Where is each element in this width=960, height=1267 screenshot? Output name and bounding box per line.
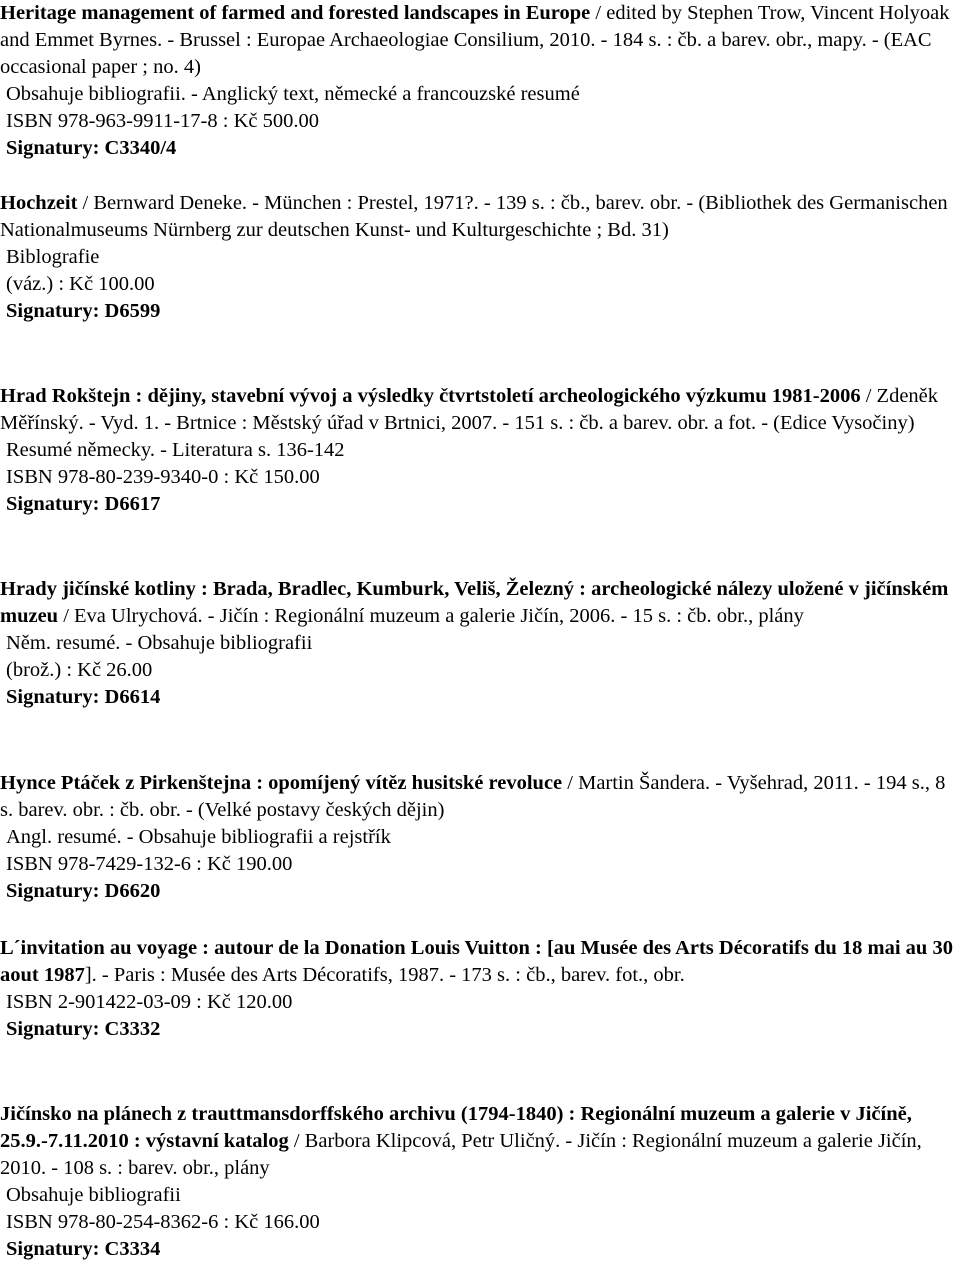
catalog-entry (0, 576, 956, 711)
entry-note: ISBN 978-80-239-9340-0 : Kč 150.00 (6, 466, 320, 488)
entry-note: (brož.) : Kč 26.00 (6, 659, 153, 681)
entry-signature: Signatury: C3340/4 (6, 137, 177, 159)
entry-publication: / Martin Šandera. - Vyšehrad, 2011. - 194 s., 8 s. barev. obr. : čb. obr. - (Velké postavy českých dějin) (0, 772, 946, 821)
entry-signature: Signatury: D6614 (6, 686, 161, 708)
entry-description (0, 190, 956, 244)
entry-description (0, 770, 956, 824)
catalog-entry (0, 770, 956, 905)
entry-title: L´invitation au voyage : autour de la Donation Louis Vuitton : [au Musée des Arts Décoratifs du 18 mai au 30 aout 1987 (0, 937, 953, 986)
entry-publication: / Eva Ulrychová. - Jičín : Regionální muzeum a galerie Jičín, 2006. - 15 s. : čb. obr., plány (58, 605, 804, 627)
entry-title: Heritage management of farmed and forested landscapes in Europe (0, 2, 591, 24)
entry-note: ISBN 978-963-9911-17-8 : Kč 500.00 (6, 110, 319, 132)
entry-signature: Signatury: C3332 (6, 1018, 161, 1040)
entry-note: Resumé německy. - Literatura s. 136-142 (6, 439, 345, 461)
entry-publication: ]. - Paris : Musée des Arts Décoratifs, 1987. - 173 s. : čb., barev. fot., obr. (84, 964, 685, 986)
entry-note: Obsahuje bibliografii (6, 1184, 181, 1206)
catalog-entry (0, 1101, 956, 1263)
entry-note: ISBN 978-7429-132-6 : Kč 190.00 (6, 853, 293, 875)
catalog-entry (0, 935, 956, 1043)
entry-note: Angl. resumé. - Obsahuje bibliografii a rejstřík (6, 826, 391, 848)
entry-publication: / edited by Stephen Trow, Vincent Holyoak and Emmet Byrnes. - Brussel : Europae Archaeologiae Consilium, 2010. - 184 s. : čb. a barev. obr., mapy. - (EAC occasional paper ; no. 4) (0, 2, 950, 78)
entry-description (0, 576, 956, 630)
entry-title: Jičínsko na plánech z trauttmansdorffského archivu (1794-1840) : Regionální muzeum a galerie v Jičíně, 25.9.-7.11.2010 : výstavní katalog (0, 1103, 912, 1152)
entry-title: Hrady jičínské kotliny : Brada, Bradlec, Kumburk, Veliš, Železný : archeologické nálezy uložené v jičínském muzeu (0, 578, 949, 627)
entry-note: Něm. resumé. - Obsahuje bibliografii (6, 632, 313, 654)
entry-publication: / Zdeněk Měřínský. - Vyd. 1. - Brtnice : Městský úřad v Brtnici, 2007. - 151 s. : čb. a barev. obr. a fot. - (Edice Vysočiny) (0, 385, 939, 434)
entry-signature: Signatury: D6617 (6, 493, 161, 515)
entry-title: Hochzeit (0, 192, 78, 214)
entry-note: Biblografie (6, 246, 100, 268)
entry-description (0, 0, 956, 81)
entry-title: Hrad Rokštejn : dějiny, stavební vývoj a výsledky čtvrtstoletí archeologického výzkumu 1981-2006 (0, 385, 861, 407)
entry-note: ISBN 2-901422-03-09 : Kč 120.00 (6, 991, 293, 1013)
entry-signature: Signatury: C3334 (6, 1238, 161, 1260)
catalog-entry (0, 383, 956, 518)
entry-signature: Signatury: D6620 (6, 880, 161, 902)
entry-title: Hynce Ptáček z Pirkenštejna : opomíjený vítěz husitské revoluce (0, 772, 563, 794)
entry-note: ISBN 978-80-254-8362-6 : Kč 166.00 (6, 1211, 320, 1233)
entry-publication: / Bernward Deneke. - München : Prestel, 1971?. - 139 s. : čb., barev. obr. - (Bibliothek des Germanischen Nationalmuseums Nürnberg zur deutschen Kunst- und Kulturgeschichte ; Bd. 31) (0, 192, 948, 241)
entry-description (0, 935, 956, 989)
entry-note: Obsahuje bibliografii. - Anglický text, německé a francouzské resumé (6, 83, 580, 105)
catalog-entry (0, 190, 956, 325)
entry-description (0, 1101, 956, 1182)
entry-publication: / Barbora Klipcová, Petr Uličný. - Jičín : Regionální muzeum a galerie Jičín, 2010. - 108 s. : barev. obr., plány (0, 1130, 922, 1179)
catalog-entry (0, 0, 956, 162)
entry-description (0, 383, 956, 437)
entry-signature: Signatury: D6599 (6, 300, 161, 322)
entry-note: (váz.) : Kč 100.00 (6, 273, 155, 295)
